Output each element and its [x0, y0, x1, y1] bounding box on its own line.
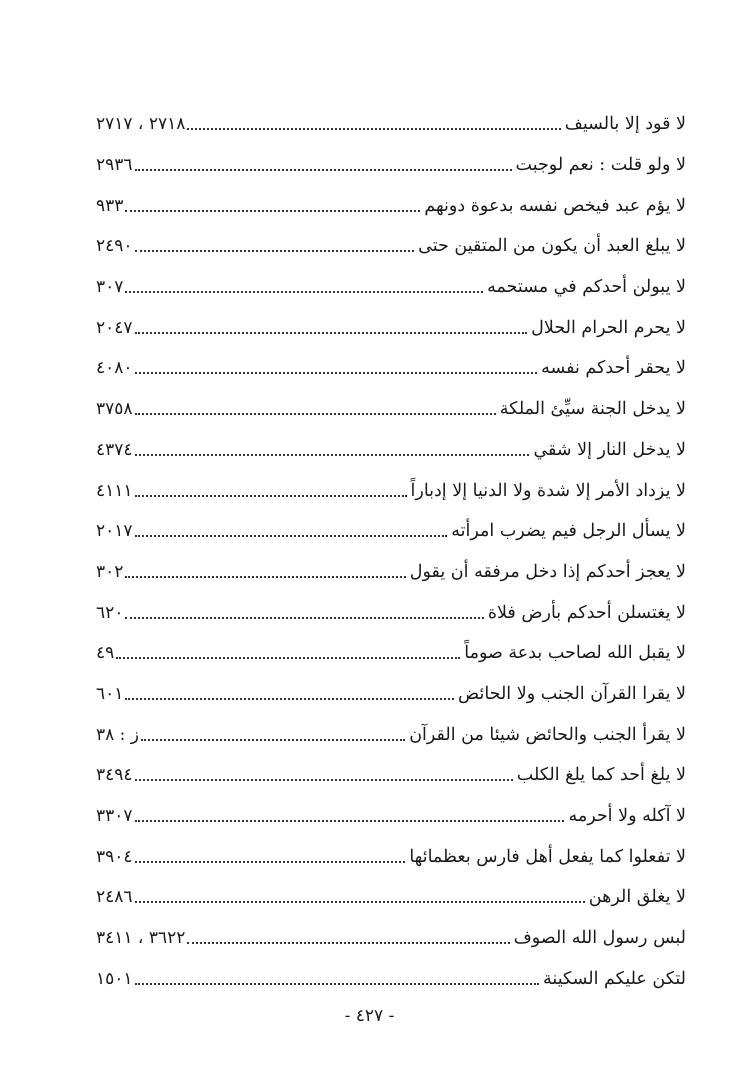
dot-leader	[135, 372, 538, 374]
page-number: - ٤٢٧ -	[344, 1006, 395, 1026]
index-entry	[96, 755, 686, 796]
dot-leader	[125, 210, 420, 212]
index-entry	[96, 430, 686, 471]
entry-text: لا يغلق الرهن	[588, 887, 686, 908]
index-entry	[96, 348, 686, 389]
index-entry	[96, 796, 686, 837]
index-entry	[96, 836, 686, 877]
index-entry	[96, 877, 686, 918]
index-entry	[96, 226, 686, 267]
index-entry	[96, 552, 686, 593]
entry-reference: ٤٠٨٠	[96, 358, 133, 379]
entry-text: لا يقرأ الجنب والحائض شيئا من القرآن	[409, 724, 686, 745]
index-entry	[96, 511, 686, 552]
entry-text: لبس رسول الله الصوف	[513, 928, 686, 949]
dot-leader	[135, 820, 565, 822]
entry-reference: ٦٠١	[96, 683, 124, 704]
entry-reference: ٢٤٨٦	[96, 887, 133, 908]
dot-leader	[135, 250, 415, 252]
entry-reference: ٢٠١٧	[96, 521, 133, 542]
index-entry	[96, 592, 686, 633]
entry-reference: ٣٧٥٨	[96, 399, 133, 420]
index-entry	[96, 104, 686, 145]
entry-reference: ٣٤٩٤	[96, 765, 133, 786]
dot-leader	[135, 454, 530, 456]
entry-reference: ٢٠٤٧	[96, 317, 133, 338]
index-entry	[96, 674, 686, 715]
dot-leader	[187, 942, 509, 944]
entry-text: لا يحرم الحرام الحلال	[531, 317, 686, 338]
dot-leader	[116, 657, 460, 659]
entry-text: لا يدخل الجنة سيِّئ الملكة	[499, 399, 686, 420]
dot-leader	[125, 617, 483, 619]
dot-leader	[135, 861, 406, 863]
entry-reference: ٤٩	[96, 643, 115, 664]
entry-reference: ٩٣٣	[96, 195, 124, 216]
entry-reference: ٤٣٧٤	[96, 439, 133, 460]
entry-reference: ٢٤٩٠	[96, 236, 133, 257]
entry-text: لا يحقر أحدكم نفسه	[541, 358, 686, 379]
entry-text: لتكن عليكم السكينة	[543, 968, 686, 989]
entry-reference: ز : ٣٨	[96, 724, 140, 745]
index-entry	[96, 633, 686, 674]
entry-reference: ٣٦٢٢ ، ٣٤١١	[96, 928, 186, 949]
index-entry	[96, 918, 686, 959]
entry-reference: ٣٩٠٤	[96, 846, 133, 867]
entry-text: لا قود إلا بالسيف	[564, 114, 686, 135]
hadith-index-list	[96, 104, 686, 999]
dot-leader	[125, 576, 405, 578]
index-entry	[96, 958, 686, 999]
entry-text: لا يلغ أحد كما يلغ الكلب	[516, 765, 686, 786]
entry-text: لا يقبل الله لصاحب بدعة صوماً	[464, 643, 686, 664]
entry-text: لا يغتسلن أحدكم بأرض فلاة	[487, 602, 686, 623]
entry-reference: ١٥٠١	[96, 968, 133, 989]
index-entry	[96, 267, 686, 308]
dot-leader	[135, 413, 496, 415]
entry-text: لا ولو قلت : نعم لوجبت	[515, 155, 686, 176]
dot-leader	[141, 739, 405, 741]
index-entry	[96, 145, 686, 186]
entry-text: لا يبلغ العبد أن يكون من المتقين حتى	[418, 236, 686, 257]
entry-reference: ٣٠٧	[96, 277, 124, 298]
entry-text: لا يزداد الأمر إلا شدة ولا الدنيا إلا إدباراً	[410, 480, 686, 501]
entry-text: لا يسأل الرجل فيم يضرب امرأته	[451, 521, 686, 542]
dot-leader	[135, 535, 448, 537]
entry-text: لا آكله ولا أحرمه	[568, 806, 686, 827]
entry-text: لا تفعلوا كما يفعل أهل فارس بعظمائها	[409, 846, 686, 867]
index-entry	[96, 307, 686, 348]
entry-reference: ٦٢٠	[96, 602, 124, 623]
index-entry	[96, 389, 686, 430]
entry-text: لا يبولن أحدكم في مستحمه	[487, 277, 686, 298]
dot-leader	[135, 169, 512, 171]
dot-leader	[135, 332, 528, 334]
dot-leader	[135, 495, 407, 497]
index-entry	[96, 470, 686, 511]
entry-reference: ٤١١١	[96, 480, 133, 501]
index-entry	[96, 714, 686, 755]
entry-text: لا يقرا القرآن الجنب ولا الحائض	[458, 683, 686, 704]
dot-leader	[187, 128, 560, 130]
dot-leader	[135, 901, 585, 903]
entry-text: لا يدخل النار إلا شقي	[533, 439, 686, 460]
entry-reference: ٣٣٠٧	[96, 806, 133, 827]
entry-reference: ٣٠٢	[96, 561, 124, 582]
entry-reference: ٢٧١٨ ، ٢٧١٧	[96, 114, 186, 135]
dot-leader	[125, 291, 483, 293]
entry-reference: ٢٩٣٦	[96, 155, 133, 176]
index-entry	[96, 185, 686, 226]
dot-leader	[135, 779, 513, 781]
entry-text: لا يؤم عبد فيخص نفسه بدعوة دونهم	[424, 195, 686, 216]
entry-text: لا يعجز أحدكم إذا دخل مرفقه أن يقول	[409, 561, 686, 582]
dot-leader	[135, 983, 540, 985]
dot-leader	[125, 698, 454, 700]
